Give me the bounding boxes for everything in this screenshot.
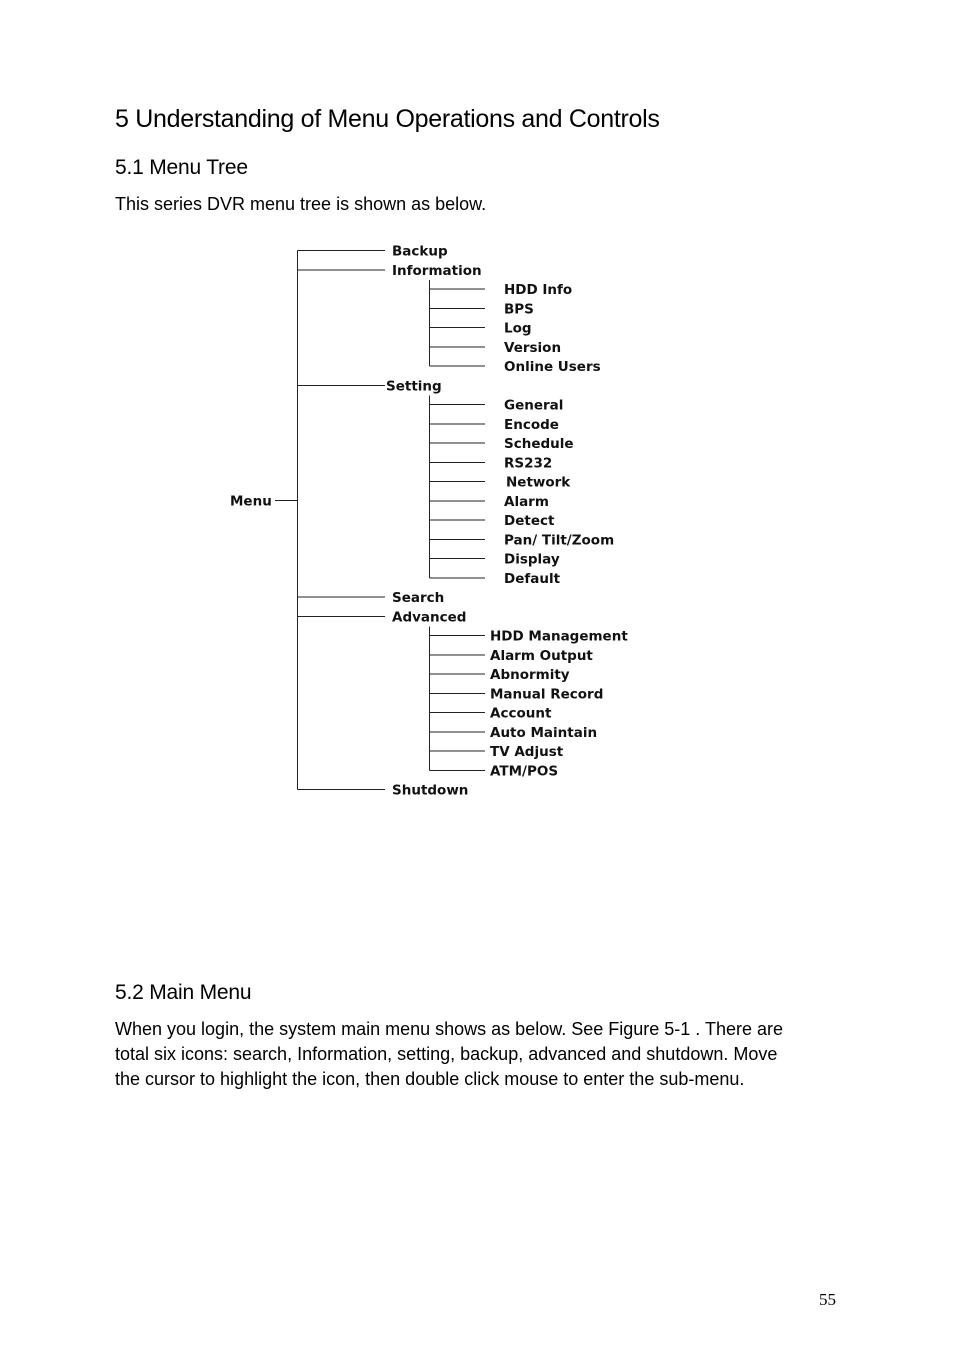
menu-item: Alarm Output — [490, 647, 593, 664]
menu-root-label: Menu — [230, 493, 272, 510]
menu-branch-shutdown: Shutdown — [392, 782, 469, 799]
menu-branch-information: Information — [392, 262, 482, 279]
menu-item: Display — [504, 551, 560, 568]
main-menu-paragraph — [115, 1017, 855, 1092]
page-number: 55 — [819, 1290, 836, 1309]
paragraph-line: total six icons: search, Information, setting, backup, advanced and shutdown. Move — [115, 1044, 778, 1064]
section-title-menu-tree: 5.1 Menu Tree — [115, 156, 248, 179]
menu-tree-intro: This series DVR menu tree is shown as below. — [115, 194, 487, 214]
menu-branch-advanced: Advanced — [392, 609, 467, 626]
menu-item: Schedule — [504, 436, 574, 452]
menu-item: Default — [504, 570, 561, 587]
page-heading: 5 Understanding of Menu Operations and Controls — [115, 105, 660, 133]
menu-item: Network — [506, 474, 571, 491]
menu-item: RS232 — [504, 455, 553, 472]
menu-item: TV Adjust — [490, 744, 564, 760]
menu-item: Manual Record — [490, 686, 604, 703]
menu-item: Auto Maintain — [490, 724, 598, 741]
menu-item: HDD Info — [504, 282, 573, 298]
menu-item: Log — [504, 320, 532, 337]
menu-item: Encode — [504, 416, 559, 433]
menu-branch-setting: Setting — [386, 378, 442, 395]
menu-item: General — [504, 397, 564, 414]
menu-item: HDD Management — [490, 628, 628, 645]
menu-item: Account — [490, 705, 552, 722]
section-title-main-menu: 5.2 Main Menu — [115, 981, 252, 1004]
paragraph-line: When you login, the system main menu shows as below. See Figure 5-1 . There are — [115, 1019, 784, 1039]
menu-branch-search: Search — [392, 590, 445, 606]
menu-item: Abnormity — [490, 667, 570, 683]
menu-item: Detect — [504, 513, 555, 529]
menu-item: Pan/ Tilt/Zoom — [504, 532, 615, 549]
paragraph-line: the cursor to highlight the icon, then double click mouse to enter the sub-menu. — [115, 1069, 745, 1089]
menu-item: ATM/POS — [490, 763, 559, 780]
menu-item: Online Users — [504, 359, 601, 375]
menu-item: BPS — [504, 301, 534, 318]
menu-branch-backup: Backup — [392, 243, 448, 260]
menu-item: Alarm — [504, 493, 549, 510]
menu-item: Version — [504, 339, 562, 356]
